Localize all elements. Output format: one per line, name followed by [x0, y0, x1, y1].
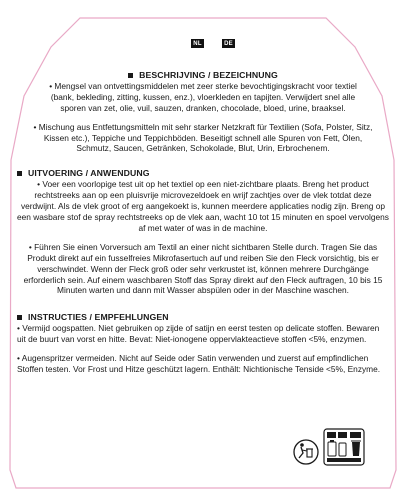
usage-nl: • Voer een voorlopige test uit op het textiel op een niet-zichtbare plaats. Breng het product rechtstreeks aan op een pluisvrije microvezeldoek en wrijf zachtjes over de vlek totdat deze verdwijnt. Als de vlek groot of erg aangekoekt is, kunnen meerdere applicaties nodig zijn. Breng op een wasbare stof de spray rechtstreeks op de vlek aan, wacht 10 tot 15 minuten en spoel vervolgens af met water of was in de machine.	[17, 179, 389, 233]
usage-heading	[17, 168, 389, 179]
instructions-heading	[17, 312, 389, 323]
language-tabs	[191, 39, 235, 48]
bullet-square-icon	[17, 315, 22, 320]
instructions-nl: • Vermijd oogspatten. Niet gebruiken op zijde of satijn en eerst testen op delicate stoffen. Bewaren uit de buurt van vorst en hitte. Bevat: Niet-ionogene oppervlakteactieve stoffen <5%, enzymen.	[17, 323, 380, 345]
language-tab-nl: NL	[191, 39, 204, 48]
description-heading-text: BESCHRIJVING / BEZEICHNUNG	[139, 70, 278, 80]
label-text	[17, 70, 389, 375]
label-icons	[293, 428, 365, 466]
bullet-square-icon	[128, 73, 133, 78]
usage-de: • Führen Sie einen Vorversuch am Textil an einer nicht sichtbaren Stelle durch. Tragen Sie das Produkt direkt auf ein fusselfreies Mikrofasertuch auf und reiben Sie den Fleck vorsichtig, bis er verschwindet. Wenn der Fleck groß oder sehr verkrustet ist, können mehrere Durchgänge erforderlich sein. Auf einem waschbaren Stoff das Spray direkt auf den Fleck auftragen, 10 bis 15 Minuten warten und dann mit Wasser abspülen oder in der Maschine waschen.	[23, 241, 383, 296]
recycling-info-icon	[323, 428, 365, 466]
instructions-heading-text: INSTRUCTIES / EMPFEHLUNGEN	[28, 312, 169, 323]
tidyman-recycle-icon	[293, 438, 319, 466]
description-heading	[17, 70, 389, 81]
bullet-square-icon	[17, 171, 22, 176]
usage-heading-text: UITVOERING / ANWENDUNG	[28, 168, 150, 179]
description-de: • Mischung aus Entfettungsmitteln mit sehr starker Netzkraft für Textilien (Sofa, Polster, Sitz, Kissen etc.), Teppiche und Teppichböden. Beseitigt schnell alle Spuren von Fett, Ölen, Schmutz, Saucen, Getränken, Schokolade, Blut, Urin, Erbrochenem.	[33, 121, 373, 154]
language-tab-de: DE	[222, 39, 235, 48]
instructions-de: • Augenspritzer vermeiden. Nicht auf Seide oder Satin verwenden und zuerst auf empfindlichen Stoffen testen. Vor Frost und Hitze geschützt lagern. Enthält: Nichtionische Tenside <5%, Enzyme.	[17, 353, 381, 374]
description-nl: • Mengsel van ontvettingsmiddelen met zeer sterke bevochtigingskracht voor textiel (bank, bekleding, zitting, kussen, enz.), vloerkleden en tapijten. Verwijdert snel alle sporen van zet, olie, vuil, sauzen, dranken, chocolade, bloed, urine, braaksel.	[49, 80, 357, 113]
